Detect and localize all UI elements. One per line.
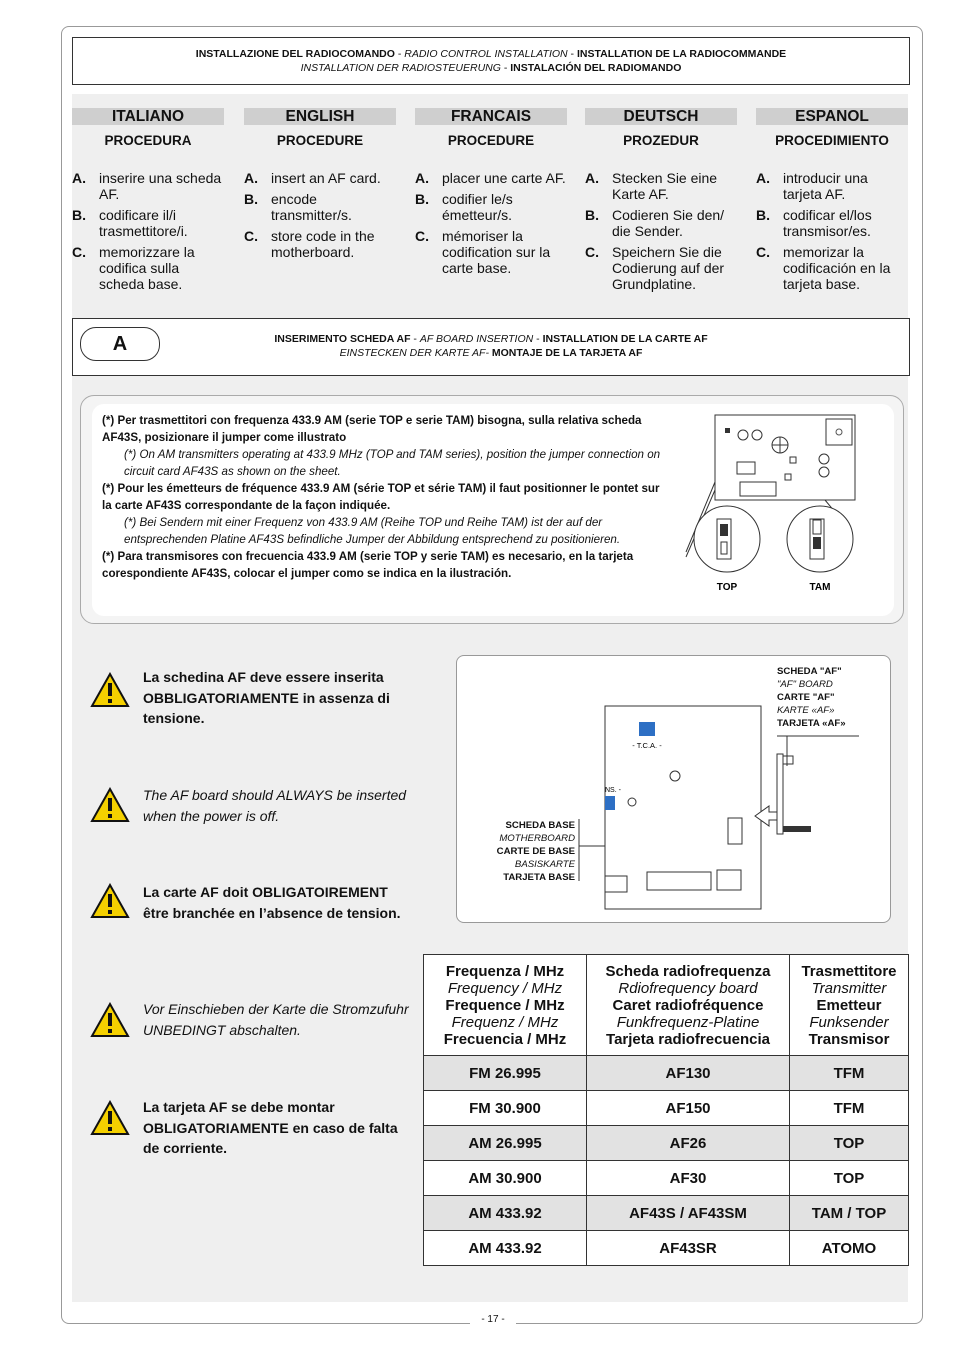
lang-title: FRANCAIS <box>415 108 567 125</box>
step-text: store code in the motherboard. <box>271 228 375 260</box>
warning-icon <box>90 672 130 708</box>
page-number: - 17 - <box>470 1314 516 1328</box>
header-en: RADIO CONTROL INSTALLATION <box>404 48 568 60</box>
note-de: (*) Bei Sendern mit einer Frequenz von 433.9 AM (Reihe TOP und Reihe TAM) ist der auf der entsprechenden Platine AF43S befindliche Jumper der Abbildung entsprechend zu positionieren. <box>124 516 621 546</box>
section-it: INSERIMENTO SCHEDA AF <box>274 333 411 345</box>
warning-icon <box>90 1100 130 1136</box>
step-text: introducir una tarjeta AF. <box>783 170 868 202</box>
section-fr: INSTALLATION DE LA CARTE AF <box>542 333 708 345</box>
section-a-header: INSERIMENTO SCHEDA AF - AF BOARD INSERTION - INSTALLATION DE LA CARTE AF EINSTECKEN DER KARTE AF- MONTAJE DE LA TARJETA AF <box>72 318 910 376</box>
warning-de: Vor Einschieben der Karte die Stromzufuhr UNBEDINGT abschalten. <box>143 1001 409 1038</box>
step-text: memorizzare la codifica sulla scheda base. <box>99 244 195 292</box>
lang-title: ESPANOL <box>756 108 908 125</box>
step-text: Speichern Sie die Codierung auf der Grundplatine. <box>612 244 725 292</box>
lang-title: DEUTSCH <box>585 108 737 125</box>
step-text: placer une carte AF. <box>442 170 566 186</box>
table-row: AM 26.995 AF26 TOP <box>424 1126 909 1161</box>
section-de: EINSTECKEN DER KARTE AF- <box>339 347 489 359</box>
table-header-row <box>424 955 909 1056</box>
header-transmitter: Trasmettitore Transmitter Emetteur Funksender Transmisor <box>790 955 909 1056</box>
note-fr: (*) Pour les émetteurs de fréquence 433.9 AM (série TOP et série TAM) il faut positionner le pontet sur la carte AF43S correspondante de la façon indiquée. <box>102 482 660 512</box>
warning-icon <box>90 1002 130 1038</box>
af-board-labels: SCHEDA "AF" "AF" BOARD CARTE "AF" KARTE «AF» TARJETA «AF» <box>777 666 846 729</box>
warning-en: The AF board should ALWAYS be inserted when the power is off. <box>143 787 407 824</box>
ns-label: NS. - <box>605 787 621 794</box>
warning-icon <box>90 883 130 919</box>
step-text: codifier le/s émetteur/s. <box>442 191 513 223</box>
lang-title: ENGLISH <box>244 108 396 125</box>
motherboard-labels: SCHEDA BASE MOTHERBOARD CARTE DE BASE BASISKARTE TARJETA BASE <box>496 820 575 883</box>
warning-it: La schedina AF deve essere inserita OBBLIGATORIAMENTE in assenza di tensione. <box>143 669 390 726</box>
step-text: Codieren Sie den/ die Sender. <box>612 207 725 239</box>
section-en: AF BOARD INSERTION <box>419 333 534 345</box>
column-francais: FRANCAIS PROCEDURE A. placer une carte AF. B. codifier le/s émetteur/s. C. mémoriser la codification sur la carte base. <box>415 108 566 276</box>
note-en: (*) On AM transmitters operating at 433.9 MHz (TOP and TAM series), position the jumper connection on circuit card AF43S as shown on the sheet. <box>124 448 661 478</box>
frequency-table <box>423 954 909 1266</box>
step-text: codificare il/i trasmettitore/i. <box>99 207 188 239</box>
column-deutsch: DEUTSCH PROZEDUR A. Stecken Sie eine Karte AF. B. Codieren Sie den/ die Sender. C. Speichern Sie die Codierung auf der Grundplatine. <box>585 108 737 297</box>
header-frequency: Frequenza / MHz Frequency / MHz Frequence / MHz Frequenz / MHz Frecuencia / MHz <box>424 955 587 1056</box>
column-italiano: ITALIANO PROCEDURA A. inserire una scheda AF. B. codificare il/i trasmettitore/i. C. memorizzare la codifica sulla scheda base. <box>72 108 224 297</box>
warning-es: La tarjeta AF se debe montar OBLIGATORIAMENTE en caso de falta de corriente. <box>143 1099 398 1156</box>
motherboard-diagram <box>456 655 891 923</box>
table-row: FM 26.995 AF130 TFM <box>424 1056 909 1091</box>
step-text: encode transmitter/s. <box>271 191 352 223</box>
step-text: insert an AF card. <box>271 170 381 186</box>
table-row: FM 30.900 AF150 TFM <box>424 1091 909 1126</box>
table-row: AM 433.92 AF43S / AF43SM TAM / TOP <box>424 1196 909 1231</box>
procedure-title: PROCEDIMIENTO <box>775 133 889 148</box>
header-de: INSTALLATION DER RADIOSTEUERUNG <box>300 62 501 74</box>
af43s-board-illustration <box>680 412 860 597</box>
tca-label: - T.C.A. - <box>632 741 662 750</box>
section-es: MONTAJE DE LA TARJETA AF <box>491 347 643 359</box>
procedure-title: PROCEDURE <box>276 133 364 148</box>
note-text <box>102 412 662 582</box>
section-letter: A <box>80 327 160 361</box>
warning-fr: La carte AF doit OBLIGATOIREMENT être branchée en l’absence de tension. <box>143 884 401 921</box>
step-text: mémoriser la codification sur la carte base. <box>442 228 551 276</box>
label-top: TOP <box>716 582 738 593</box>
note-it: (*) Per trasmettitori con frequenza 433.9 AM (serie TOP e serie TAM) bisogna, sulla relativa scheda AF43S, posizionare il jumper come illustrato <box>102 414 642 444</box>
header-es: INSTALACIÓN DEL RADIOMANDO <box>510 62 682 74</box>
column-english: ENGLISH PROCEDURE A. insert an AF card. B. encode transmitter/s. C. store code in the motherboard. <box>244 108 396 265</box>
step-text: codificar el/los transmisor/es. <box>783 207 872 239</box>
header-board: Scheda radiofrequenza Rdiofrequency board Caret radiofréquence Funkfrequenz-Platine Tarjeta radiofrecuencia <box>587 955 790 1056</box>
note-es: (*) Para transmisores con frecuencia 433.9 AM (serie TOP y serie TAM) es necesario, en la tarjeta corespondiente AF43S, colocar el jumper como se indica en la ilustración. <box>102 550 634 580</box>
label-tam: TAM <box>809 582 831 593</box>
step-text: inserire una scheda AF. <box>99 170 222 202</box>
procedure-title: PROCEDURA <box>104 133 192 148</box>
step-text: memorizar la codificación en la tarjeta base. <box>783 244 891 292</box>
header-fr: INSTALLATION DE LA RADIOCOMMANDE <box>576 48 787 60</box>
step-text: Stecken Sie eine Karte AF. <box>612 170 718 202</box>
table-row: AM 433.92 AF43SR ATOMO <box>424 1231 909 1266</box>
procedure-title: PROCEDURE <box>447 133 535 148</box>
table-row: AM 30.900 AF30 TOP <box>424 1161 909 1196</box>
warning-icon <box>90 787 130 823</box>
column-espanol: ESPANOL PROCEDIMIENTO A. introducir una tarjeta AF. B. codificar el/los transmisor/es. C. memorizar la codificación en la tarjeta base. <box>756 108 908 297</box>
header-it: INSTALLAZIONE DEL RADIOCOMANDO <box>195 48 395 60</box>
lang-title: ITALIANO <box>72 108 224 125</box>
procedure-title: PROZEDUR <box>623 133 699 148</box>
page-header: INSTALLAZIONE DEL RADIOCOMANDO - RADIO CONTROL INSTALLATION - INSTALLATION DE LA RADIOCOMMANDE INSTALLATION DER RADIOSTEUERUNG - INSTALACIÓN DEL RADIOMANDO <box>72 37 910 85</box>
